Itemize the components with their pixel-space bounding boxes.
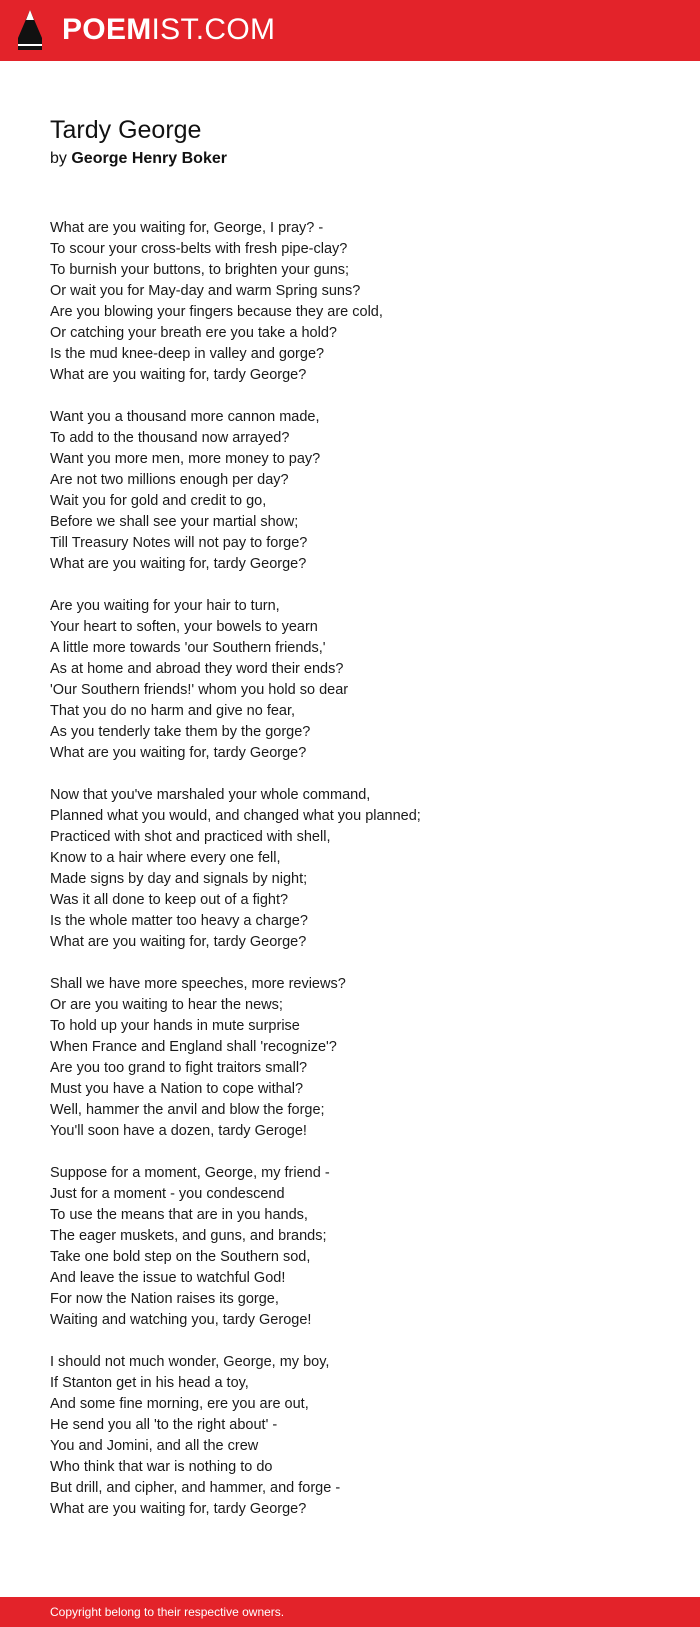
poem-stanza xyxy=(50,596,660,764)
poem-line: Before we shall see your martial show; xyxy=(50,514,299,530)
poem-line: Waiting and watching you, tardy Geroge! xyxy=(50,1312,312,1328)
poem-line: But drill, and cipher, and hammer, and forge - xyxy=(50,1480,341,1496)
poem-line: I should not much wonder, George, my boy, xyxy=(50,1354,330,1370)
poem-stanza xyxy=(50,785,660,953)
poem-line: Who think that war is nothing to do xyxy=(50,1459,273,1475)
poem-stanza xyxy=(50,974,660,1142)
poem-line: Well, hammer the anvil and blow the forge; xyxy=(50,1102,325,1118)
byline xyxy=(50,148,227,170)
poem-line: To burnish your buttons, to brighten your guns; xyxy=(50,262,350,278)
poem-line: To add to the thousand now arrayed? xyxy=(50,430,290,446)
poem-line: That you do no harm and give no fear, xyxy=(50,703,296,719)
poem-line: A little more towards 'our Southern friends,' xyxy=(50,640,326,656)
logo-bold-text: POEM xyxy=(62,13,152,46)
poem-line: What are you waiting for, George, I pray? - xyxy=(50,220,324,236)
poem-line: To use the means that are in you hands, xyxy=(50,1207,308,1223)
pencil-icon[interactable] xyxy=(16,8,44,52)
logo-light-text: IST.COM xyxy=(151,13,276,46)
poem-line: What are you waiting for, tardy George? xyxy=(50,934,307,950)
poem-title: Tardy George xyxy=(50,116,202,144)
poem-line: Is the whole matter too heavy a charge? xyxy=(50,913,308,929)
poem-line: For now the Nation raises its gorge, xyxy=(50,1291,279,1307)
poem-line: Your heart to soften, your bowels to yearn xyxy=(50,619,318,635)
poem-line: To scour your cross-belts with fresh pipe-clay? xyxy=(50,241,348,257)
poem-line: Now that you've marshaled your whole command, xyxy=(50,787,371,803)
poem-stanza xyxy=(50,407,660,575)
poem-body xyxy=(50,218,660,1541)
poem-line: Practiced with shot and practiced with shell, xyxy=(50,829,331,845)
poem-line: And some fine morning, ere you are out, xyxy=(50,1396,309,1412)
site-header xyxy=(0,0,700,61)
poem-line: Wait you for gold and credit to go, xyxy=(50,493,267,509)
poem-line: He send you all 'to the right about' - xyxy=(50,1417,278,1433)
author-name[interactable]: George Henry Boker xyxy=(71,150,227,167)
poem-line: You and Jomini, and all the crew xyxy=(50,1438,259,1454)
poem-line: Shall we have more speeches, more reviews? xyxy=(50,976,346,992)
poem-line: Want you a thousand more cannon made, xyxy=(50,409,320,425)
poem-line: Want you more men, more money to pay? xyxy=(50,451,321,467)
poem-line: To hold up your hands in mute surprise xyxy=(50,1018,300,1034)
poem-line: Made signs by day and signals by night; xyxy=(50,871,308,887)
poem-line: Are you waiting for your hair to turn, xyxy=(50,598,280,614)
poem-line: What are you waiting for, tardy George? xyxy=(50,1501,307,1517)
poem-line: Or wait you for May-day and warm Spring suns? xyxy=(50,283,361,299)
site-logo[interactable] xyxy=(62,12,275,48)
poem-line: What are you waiting for, tardy George? xyxy=(50,367,307,383)
site-footer xyxy=(0,1597,700,1627)
poem-line: Are not two millions enough per day? xyxy=(50,472,289,488)
poem-line: 'Our Southern friends!' whom you hold so dear xyxy=(50,682,349,698)
poem-line: Is the mud knee-deep in valley and gorge? xyxy=(50,346,325,362)
poem-line: Must you have a Nation to cope withal? xyxy=(50,1081,304,1097)
poem-line: When France and England shall 'recognize'? xyxy=(50,1039,337,1055)
poem-line: Just for a moment - you condescend xyxy=(50,1186,285,1202)
poem-line: As you tenderly take them by the gorge? xyxy=(50,724,311,740)
poem-line: What are you waiting for, tardy George? xyxy=(50,745,307,761)
copyright-text: Copyright belong to their respective owners. xyxy=(50,1605,285,1619)
poem-line: What are you waiting for, tardy George? xyxy=(50,556,307,572)
poem-line: Know to a hair where every one fell, xyxy=(50,850,281,866)
by-label: by xyxy=(50,150,67,167)
poem-stanza xyxy=(50,1163,660,1331)
poem-line: The eager muskets, and guns, and brands; xyxy=(50,1228,327,1244)
poem-line: Are you blowing your fingers because they are cold, xyxy=(50,304,383,320)
poem-line: Take one bold step on the Southern sod, xyxy=(50,1249,311,1265)
poem-line: Was it all done to keep out of a fight? xyxy=(50,892,289,908)
poem-stanza xyxy=(50,218,660,386)
poem-line: As at home and abroad they word their ends? xyxy=(50,661,344,677)
poem-line: If Stanton get in his head a toy, xyxy=(50,1375,249,1391)
poem-line: Till Treasury Notes will not pay to forge? xyxy=(50,535,308,551)
poem-line: And leave the issue to watchful God! xyxy=(50,1270,286,1286)
poem-line: Or are you waiting to hear the news; xyxy=(50,997,283,1013)
poem-line: You'll soon have a dozen, tardy Geroge! xyxy=(50,1123,307,1139)
poem-line: Are you too grand to fight traitors small? xyxy=(50,1060,308,1076)
poem-line: Planned what you would, and changed what you planned; xyxy=(50,808,421,824)
poem-line: Suppose for a moment, George, my friend - xyxy=(50,1165,330,1181)
poem-line: Or catching your breath ere you take a hold? xyxy=(50,325,337,341)
poem-stanza xyxy=(50,1352,660,1520)
